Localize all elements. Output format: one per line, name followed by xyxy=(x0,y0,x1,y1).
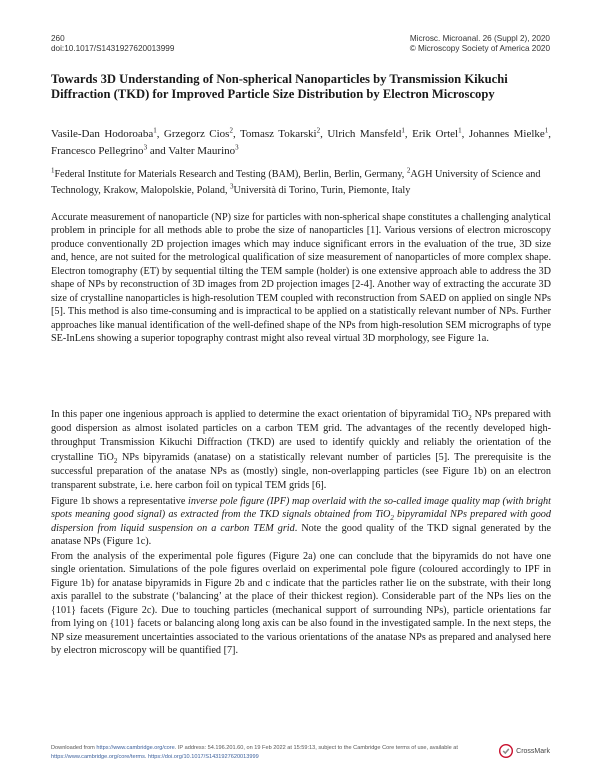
doi: doi:10.1017/S1431927620013999 xyxy=(51,44,175,53)
affiliation-number: 1 xyxy=(51,166,55,175)
crossmark-icon xyxy=(499,744,513,758)
author-affiliation-mark: 2 xyxy=(229,126,233,135)
journal-citation: Microsc. Microanal. 26 (Suppl 2), 2020 xyxy=(409,34,550,43)
running-header-left xyxy=(51,34,174,54)
paragraph-approach: In this paper one ingenious approach is applied to determine the exact orientation of bipyramidal TiO$_2$ NPs prepared with good dispersion as almost isolated particles on a carbon TEM grid. The advantages of the recently developed high-throughput Transmission Kikuchi Diffraction (TKD) are used to identify quickly and reliably the orientation of the crystalline TiO$_2$ NPs bipyramids (anatase) on a statistically relevant number of particles [5]. The prerequisite is the successful preparation of the anatase NPs as (mostly) single, non-overlapping particles (see Figure 1b) on an electron transparent substrate, i.e. here carbon foil on typical TEM grids [6]. xyxy=(51,409,551,492)
author-affiliation-mark: 1 xyxy=(458,126,462,135)
page-number: 260 xyxy=(51,34,65,43)
author-name: Francesco Pellegrino xyxy=(51,144,144,157)
author-name: Vasile-Dan Hodoroaba xyxy=(51,128,154,140)
author-list: Vasile-Dan Hodoroaba$^1$, Grzegorz Cios$^2$, Tomasz Tokarski$^2$, Ulrich Mansfeld$^1$, Erik Ortel$^1$, Johannes Mielke$^1$, Francesco Pellegrino$^3$ and Valter Maurino$^3$ xyxy=(51,126,552,157)
author-name: Ulrich Mansfeld xyxy=(327,128,402,140)
affiliation-number: 2 xyxy=(406,166,411,175)
author-name: Grzegorz Cios xyxy=(163,128,230,140)
author-affiliation-mark: 1 xyxy=(153,126,157,135)
author-affiliation-mark: 2 xyxy=(316,126,321,135)
core-link[interactable]: https://www.cambridge.org/core xyxy=(96,745,175,751)
running-header-right xyxy=(410,34,550,54)
crossmark-badge[interactable] xyxy=(499,744,550,758)
terms-link[interactable]: https://www.cambridge.org/core/terms xyxy=(51,753,145,760)
author-affiliation-mark: 3 xyxy=(235,142,239,151)
paragraph-pole-figures: From the analysis of the experimental pole figures (Figure 2a) one can conclude that the bipyramids do not have one single orientation. Simulations of the pole figures overlaid on experimental pole figure (coloured accordingly to IPF in Figure 1b) for anatase bipyramids in Figure 2b and c indicate that the particles rather lie on the substrate, with their long axis parallel to the substrate (‘balancing’ at the place of their thickest region). Considerable part of the NPs lies on the {101} facets (Figure 2c). Due to touching particles (mechanical support of surrounding NPs), particle orientations far from lying on {101} facets or balancing along long axis can be also found in the investigated sample. In the next steps, the NP size measurement uncertainties associated to the various orientations of the anatase NPs as prepared and analysed here by electron microscopy will be quantified [7]. xyxy=(51,551,551,657)
copyright: © Microscopy Society of America 2020 xyxy=(409,44,550,53)
affiliation-text: Federal Institute for Materials Research and Testing (BAM), Berlin, Berlin, Germany, xyxy=(54,169,407,180)
download-footer: Downloaded from https://www.cambridge.org/core. IP address: 54.196.201.60, on 19 Feb 2022 at 15:59:13, subject to the Cambridge Core terms of use, available at https://www.cambridge.org/core/terms. https://doi.org/10.1017/S1431927620013999 xyxy=(51,745,458,760)
doi-link[interactable]: https://doi.org/10.1017/S1431927620013999 xyxy=(148,753,259,760)
author-affiliation-mark: 1 xyxy=(544,126,549,135)
author-affiliation-mark: 1 xyxy=(401,126,405,135)
author-name: Valter Maurino xyxy=(168,144,236,157)
author-affiliation-mark: 3 xyxy=(143,142,148,151)
paragraph-intro: Accurate measurement of nanoparticle (NP) size for particles with non-spherical shape constitutes a challenging analytical problem in principle for all methods able to probe the size of nanoparticles [1]. Various versions of electron microscopy produce conventionally 2D projection images which may induce significant errors in the evaluation of the true, 3D size and, hence, are not suited for the metrological qualification of size measurement of nanoparticles of more complex shape. Electron tomography (ET) by sequential tilting the TEM sample (holder) is one extensive approach able to address the 3D shape of NPs by reconstruction of 3D images from 2D projection images [2-4]. Another way of extracting the accurate 3D size of crystalline nanoparticles is high-resolution TEM coupled with reconstruction from SAED on applied on single NPs [5]. This method is also time-consuming and is impractical to be applied on a statistically relevant number of NPs. Further approaches like manual identification of the well-defined shape of the NPs from high-resolution SEM micrographs of type SE-InLens showing a superior topography contrast might also reveal virtual 3D morphology, see Figure 1a. xyxy=(51,212,551,345)
paragraph-figure1b: Figure 1b shows a representative inverse pole figure (IPF) map overlaid with the so-called image quality map (with bright spots meaning good signal) as extracted from the TKD signals obtained from TiO$_2$ bipyramidal NPs prepared with good dispersion from liquid suspension on a carbon TEM grid. Note the good quality of the TKD signal generated by the anatase NPs (Figure 1c). xyxy=(51,496,551,548)
affiliations xyxy=(51,167,551,199)
author-name: Tomasz Tokarski xyxy=(239,128,317,140)
crossmark-label: CrossMark xyxy=(516,747,550,755)
author-name: Johannes Mielke xyxy=(468,128,545,140)
paper-title: Towards 3D Understanding of Non-spherical Nanoparticles by Transmission Kikuchi Diffraction (TKD) for Improved Particle Size Distribution by Electron Microscopy xyxy=(51,72,508,101)
author-name: Erik Ortel xyxy=(412,128,459,140)
affiliation-text: Università di Torino, Turin, Piemonte, Italy xyxy=(233,185,411,196)
affiliation-number: 3 xyxy=(230,182,234,191)
affiliation-text: AGH University of Science and Technology, Krakow, Malopolskie, Poland, xyxy=(51,169,541,196)
